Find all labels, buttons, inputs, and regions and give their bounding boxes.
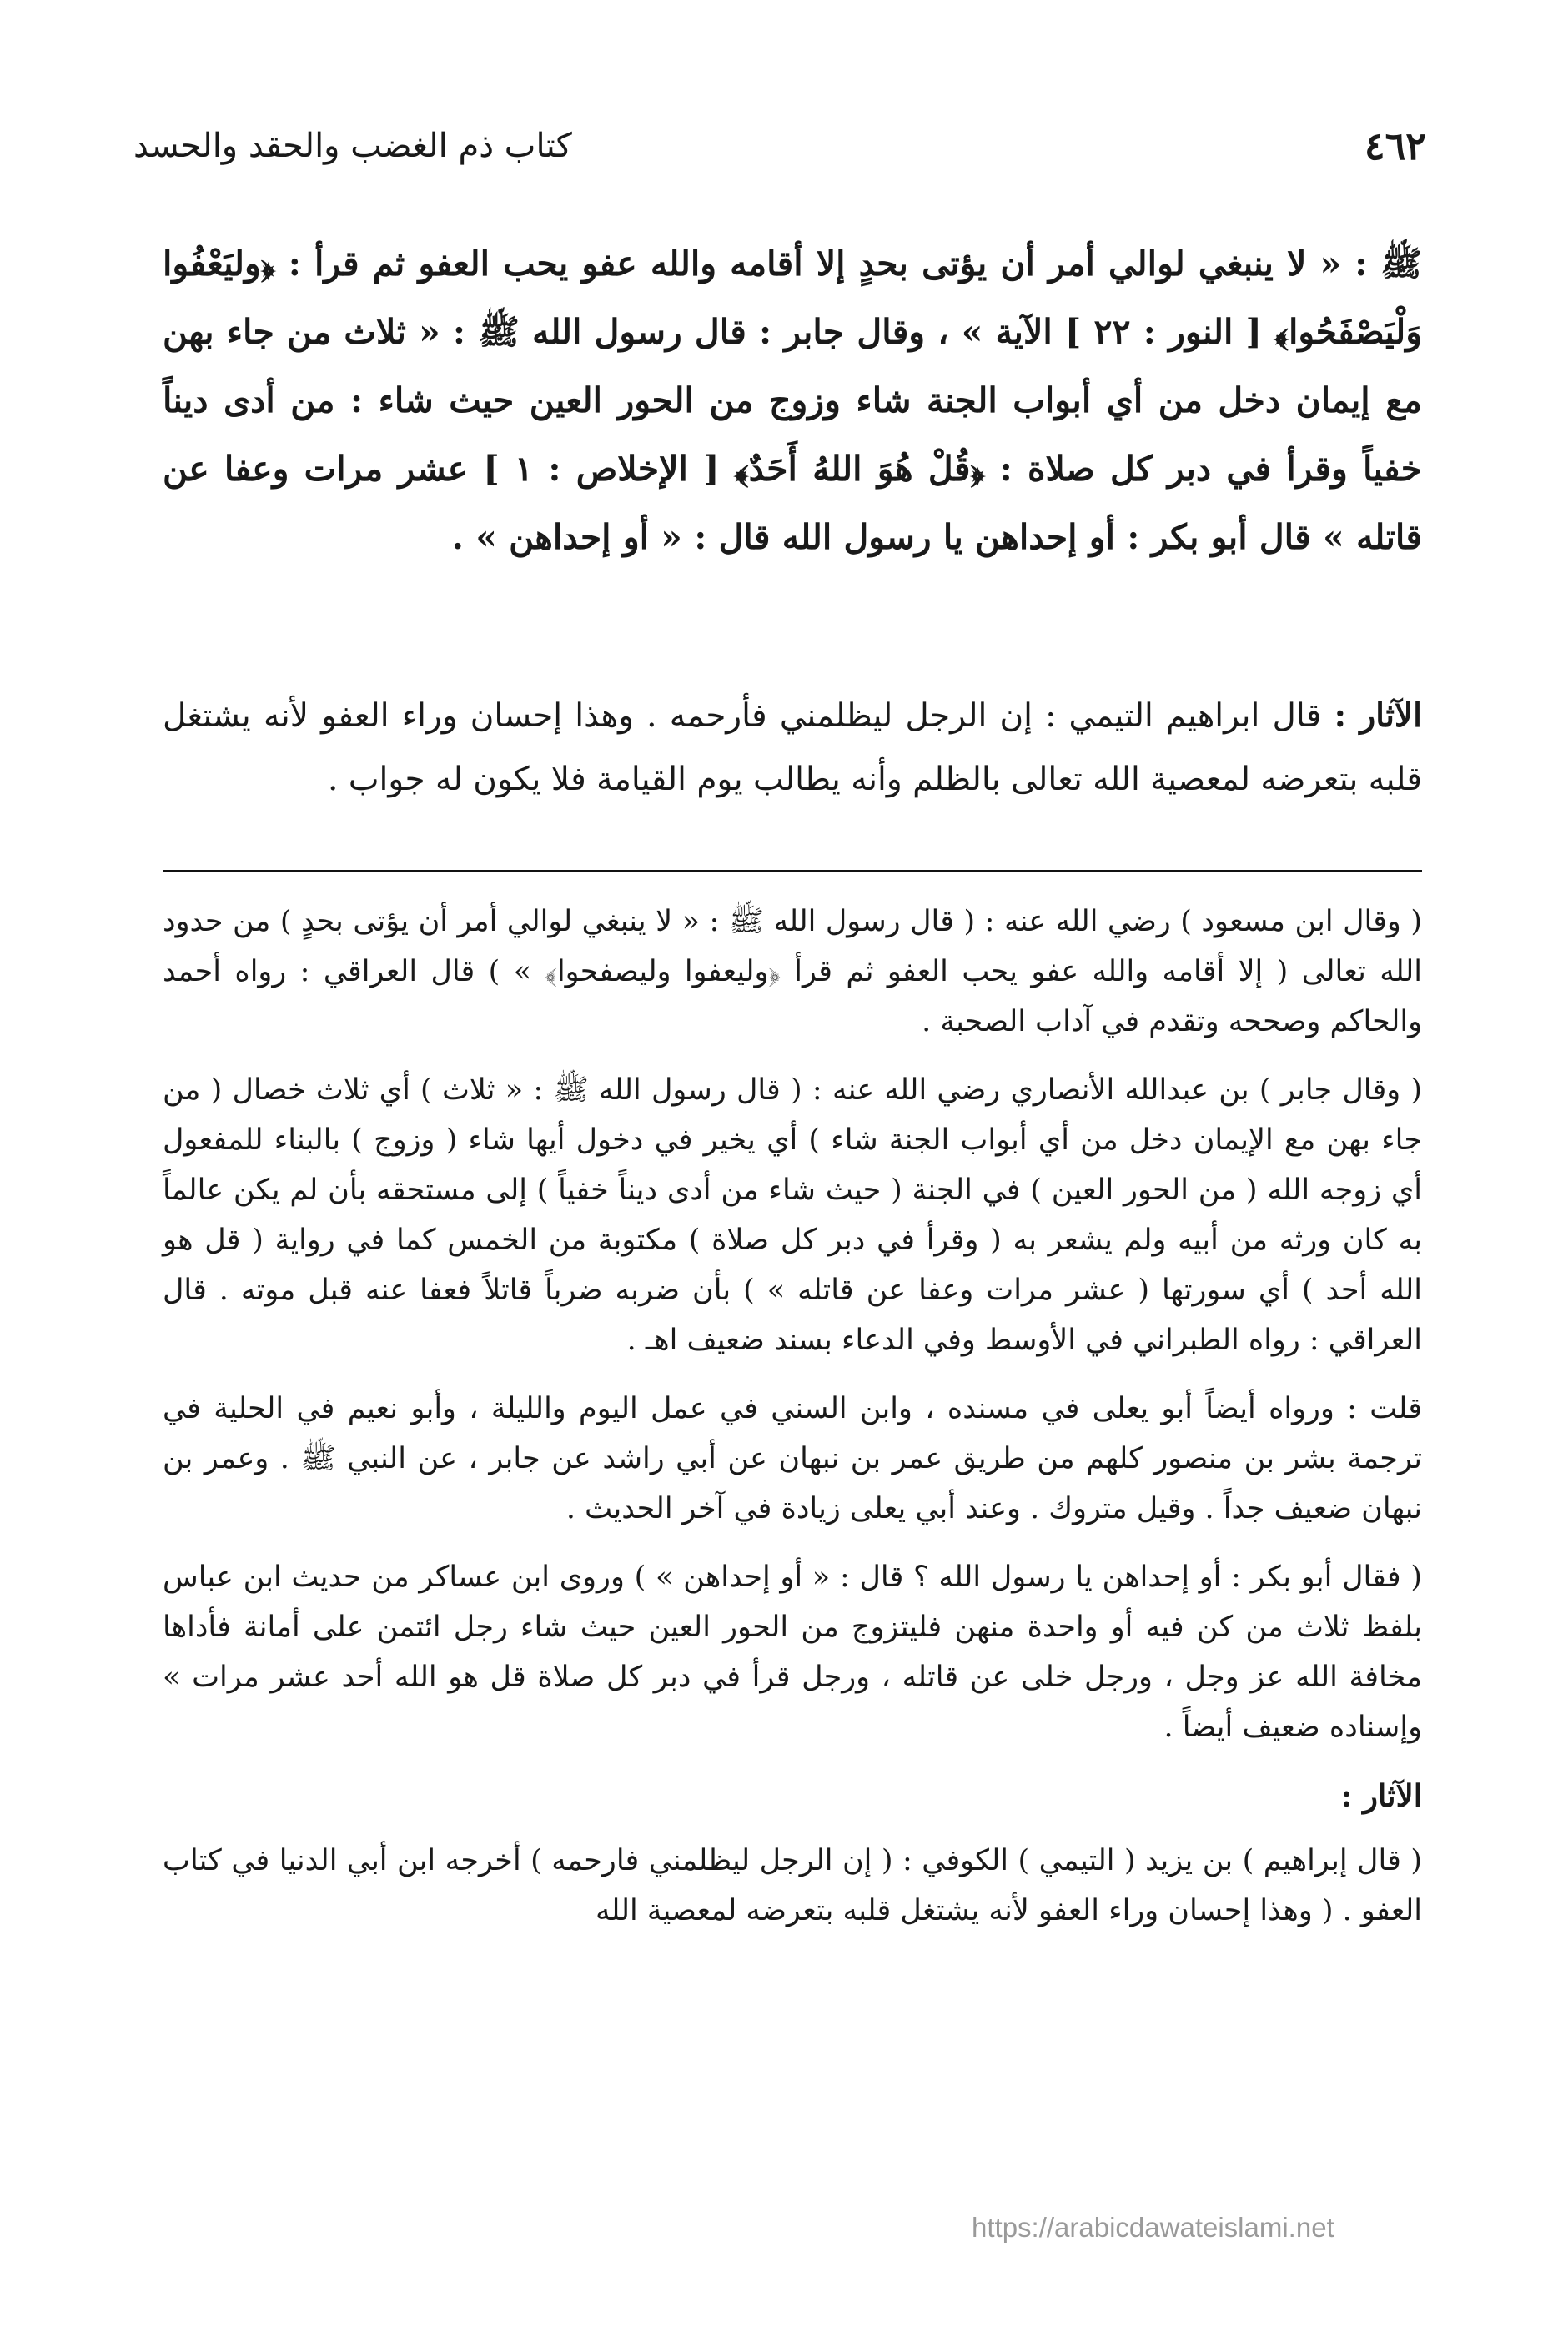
book-title: كتاب ذم الغضب والحقد والحسد — [133, 127, 572, 165]
athar-label: الآثار : — [1334, 696, 1422, 735]
athar-section — [163, 684, 1422, 812]
watermark-url: https://arabicdawateislami.net — [972, 2212, 1334, 2243]
commentary-paragraph-3: قلت : ورواه أيضاً أبو يعلى في مسنده ، وابن السني في عمل اليوم والليلة ، وأبو نعيم في الحلية في ترجمة بشر بن منصور كلهم من طريق عمر بن نبهان عن أبي راشد عن جابر ، عن النبي ﷺ . وعمر بن نبهان ضعيف جداً . وقيل متروك . وعند أبي يعلى زيادة في آخر الحديث . — [163, 1392, 1422, 1525]
main-text: ﷺ : « لا ينبغي لوالي أمر أن يؤتى بحدٍ إلا أقامه والله عفو يحب العفو ثم قرأ : ﴿وليَعْفُوا وَلْيَصْفَحُوا﴾ [ النور : ٢٢ ] الآية » ، وقال جابر : قال رسول الله ﷺ : « ثلاث من جاء بهن مع إيمان دخل من أي أبواب الجنة شاء وزوج من الحور العين حيث شاء : من أدى ديناً خفياً وقرأ في دبر كل صلاة : ﴿قُلْ هُوَ اللهُ أَحَدٌ﴾ [ الإخلاص : ١ ] عشر مرات وعفا عن قاتله » قال أبو بكر : أو إحداهن يا رسول الله قال : « أو إحداهن » . — [163, 244, 1423, 557]
athar-text: قال ابراهيم التيمي : إن الرجل ليظلمني فأرحمه . وهذا إحسان وراء العفو لأنه يشتغل قلبه بتعرضه لمعصية الله تعالى بالظلم وأنه يطالب يوم القيامة فلا يكون له جواب . — [163, 697, 1422, 798]
commentary-athar-heading: الآثار : — [1340, 1777, 1422, 1814]
main-text-block — [163, 229, 1422, 571]
page-number: ٤٦٢ — [1364, 123, 1426, 168]
commentary-paragraph-1: ( وقال ابن مسعود ) رضي الله عنه : ( قال رسول الله ﷺ : « لا ينبغي لوالي أمر أن يؤتى بحدٍ ) من حدود الله تعالى ( إلا أقامه والله عفو يحب العفو ثم قرأ ﴿وليعفوا وليصفحوا﴾ » ) قال العراقي : رواه أحمد والحاكم وصححه وتقدم في آداب الصحبة . — [163, 905, 1422, 1038]
commentary-paragraph-2: ( وقال جابر ) بن عبدالله الأنصاري رضي الله عنه : ( قال رسول الله ﷺ : « ثلاث ) أي ثلاث خصال ( من جاء بهن مع الإيمان دخل من أي أبواب الجنة شاء ) أي يخير في دخول أيها شاء ( وزوج ) بالبناء للمفعول أي زوجه الله ( من الحور العين ) في الجنة ( حيث شاء من أدى ديناً خفياً ) إلى مستحقه بأن لم يكن عالماً به كان ورثه من أبيه ولم يشعر به ( وقرأ في دبر كل صلاة ) مكتوبة من الخمس كما في رواية ( قل هو الله أحد ) أي سورتها ( عشر مرات وعفا عن قاتله » ) بأن ضربه ضرباً قاتلاً فعفا عنه قبل موته . قال العراقي : رواه الطبراني في الأوسط وفي الدعاء بسند ضعيف اهـ . — [163, 1073, 1422, 1357]
page-header — [133, 117, 1426, 175]
commentary-paragraph-4: ( فقال أبو بكر : أو إحداهن يا رسول الله ؟ قال : « أو إحداهن » ) وروى ابن عساكر من حديث ابن عباس بلفظ ثلاث من كن فيه أو واحدة منهن فليتزوج من الحور العين حيث شاء رجل ائتمن على أمانة فأداها مخافة الله عز وجل ، ورجل خلى عن قاتله ، ورجل قرأ في دبر كل صلاة قل هو الله أحد عشر مرات » وإسناده ضعيف أيضاً . — [163, 1561, 1422, 1744]
commentary-paragraph-5: ( قال إبراهيم ) بن يزيد ( التيمي ) الكوفي : ( إن الرجل ليظلمني فارحمه ) أخرجه ابن أبي الدنيا في كتاب العفو . ( وهذا إحسان وراء العفو لأنه يشتغل قلبه بتعرضه لمعصية الله — [163, 1844, 1422, 1927]
section-divider — [163, 870, 1422, 872]
commentary-section — [163, 897, 1422, 1954]
